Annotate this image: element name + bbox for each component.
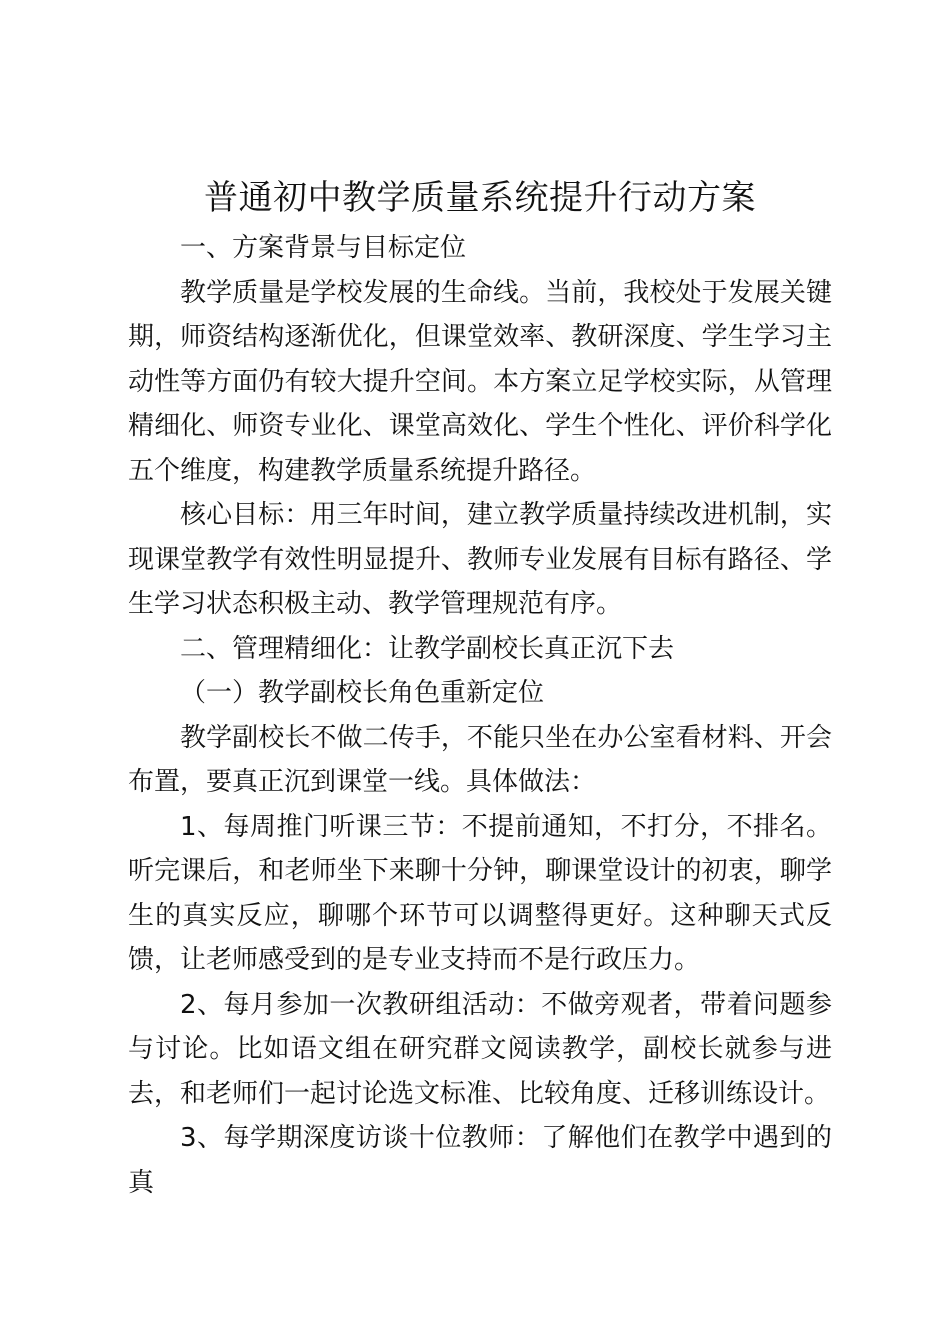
document-body <box>128 170 832 1205</box>
section-heading-management: 二、管理精细化：让教学副校长真正沉下去 <box>180 633 675 664</box>
paragraph-core-goal: 核心目标：用三年时间，建立教学质量持续改进机制，实现课堂教学有效性明显提升、教师专业发展有目标有路径、学生学习状态积极主动、教学管理规范有序。 <box>128 500 832 619</box>
paragraph-background: 教学质量是学校发展的生命线。当前，我校处于发展关键期，师资结构逐渐优化，但课堂效率、教研深度、学生学习主动性等方面仍有较大提升空间。本方案立足学校实际，从管理精细化、师资专业化、课堂高效化、学生个性化、评价科学化五个维度，构建教学质量系统提升路径。 <box>128 277 832 486</box>
paragraph-item-3: 3、每学期深度访谈十位教师：了解他们在教学中遇到的真 <box>128 1123 832 1198</box>
paragraph-role-intro: 教学副校长不做二传手，不能只坐在办公室看材料、开会布置，要真正沉到课堂一线。具体做法： <box>128 722 832 797</box>
subsection-heading-role: （一）教学副校长角色重新定位 <box>180 678 545 708</box>
paragraph-item-1: 1、每周推门听课三节：不提前通知，不打分，不排名。听完课后，和老师坐下来聊十分钟，聊课堂设计的初衷，聊学生的真实反应，聊哪个环节可以调整得更好。这种聊天式反馈，让老师感受到的是专业支持而不是行政压力。 <box>128 811 832 975</box>
paragraph-item-2: 2、每月参加一次教研组活动：不做旁观者，带着问题参与讨论。比如语文组在研究群文阅读教学，副校长就参与进去，和老师们一起讨论选文标准、比较角度、迁移训练设计。 <box>128 989 832 1109</box>
section-heading-background: 一、方案背景与目标定位 <box>180 233 467 263</box>
document-title: 普通初中教学质量系统提升行动方案 <box>204 178 756 218</box>
